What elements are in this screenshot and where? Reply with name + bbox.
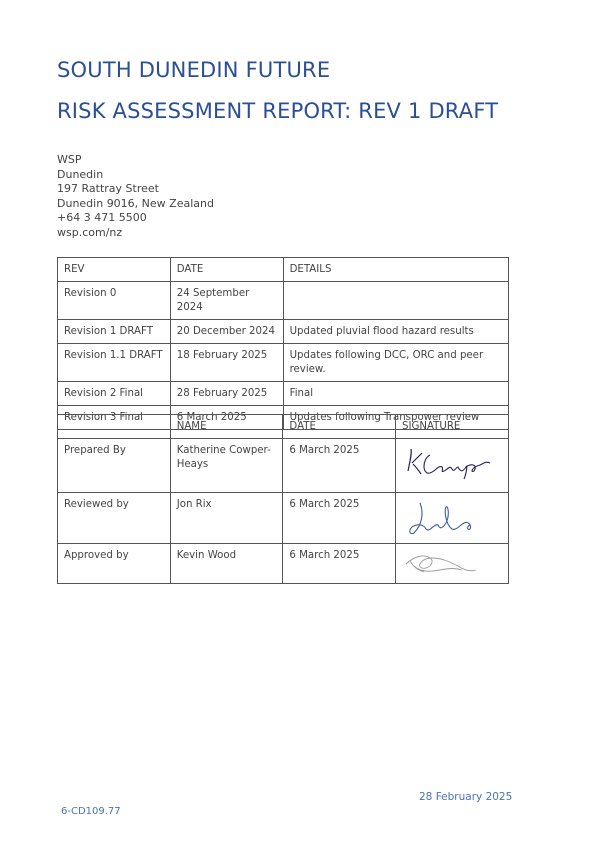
- column-header: SIGNATURE: [396, 415, 509, 439]
- column-header: NAME: [170, 415, 283, 439]
- role-cell: Reviewed by: [58, 493, 171, 544]
- table-row: [58, 544, 509, 584]
- table-cell: 28 February 2025: [170, 382, 283, 406]
- signature-cell: [396, 439, 509, 493]
- address-line: wsp.com/nz: [57, 225, 123, 239]
- table-row: [58, 282, 509, 320]
- handwritten-signature-icon: [400, 495, 500, 539]
- table-cell: Revision 0: [58, 282, 171, 320]
- role-cell: Approved by: [58, 544, 171, 584]
- table-cell: Revision 1 DRAFT: [58, 320, 171, 344]
- column-header: DATE: [283, 415, 396, 439]
- table-row: [58, 382, 509, 406]
- column-header: REV: [58, 258, 171, 282]
- signoff-table: [57, 414, 509, 584]
- handwritten-signature-icon: [400, 441, 500, 485]
- column-header: DETAILS: [283, 258, 508, 282]
- revision-table: [57, 257, 509, 430]
- address-line: WSP: [57, 153, 82, 166]
- table-header-row: [58, 258, 509, 282]
- footer-document-code: 6-CD109.77: [61, 806, 121, 817]
- table-row: [58, 439, 509, 493]
- column-header: DATE: [170, 258, 283, 282]
- table-row: [58, 493, 509, 544]
- address-line: Dunedin 9016, New Zealand: [57, 196, 214, 210]
- table-cell: Revision 3 Final: [58, 406, 171, 430]
- doc-title: SOUTH DUNEDIN FUTURE: [57, 58, 331, 82]
- table-cell: Updates following DCC, ORC and peer review.: [283, 344, 508, 382]
- footer-date: 28 February 2025: [419, 791, 513, 803]
- name-cell: Jon Rix: [170, 493, 283, 544]
- date-cell: 6 March 2025: [283, 439, 396, 493]
- signature-cell: [396, 544, 509, 584]
- date-cell: 6 March 2025: [283, 544, 396, 584]
- table-cell: Final: [283, 382, 508, 406]
- table-cell: Updates following Transpower review: [283, 406, 508, 430]
- table-row: [58, 344, 509, 382]
- table-cell: 18 February 2025: [170, 344, 283, 382]
- table-cell: 20 December 2024: [170, 320, 283, 344]
- table-row: [58, 320, 509, 344]
- address-line: Dunedin: [57, 167, 104, 181]
- handwritten-signature-icon: [400, 546, 500, 580]
- role-cell: Prepared By: [58, 439, 171, 493]
- table-cell: Revision 1.1 DRAFT: [58, 344, 171, 382]
- address-line: 197 Rattray Street: [57, 182, 159, 196]
- name-cell: Kevin Wood: [170, 544, 283, 584]
- date-cell: 6 March 2025: [283, 493, 396, 544]
- signature-cell: [396, 493, 509, 544]
- column-header: [58, 415, 171, 439]
- address-line: +64 3 471 5500: [57, 211, 147, 225]
- address-block: [57, 153, 214, 241]
- table-header-row: [58, 415, 509, 439]
- table-cell: Revision 2 Final: [58, 382, 171, 406]
- table-cell: [283, 282, 508, 320]
- doc-subtitle: RISK ASSESSMENT REPORT: REV 1 DRAFT: [57, 99, 499, 123]
- table-cell: 24 September 2024: [170, 282, 283, 320]
- table-cell: 6 March 2025: [170, 406, 283, 430]
- table-cell: Updated pluvial flood hazard results: [283, 320, 508, 344]
- name-cell: Katherine Cowper-Heays: [170, 439, 283, 493]
